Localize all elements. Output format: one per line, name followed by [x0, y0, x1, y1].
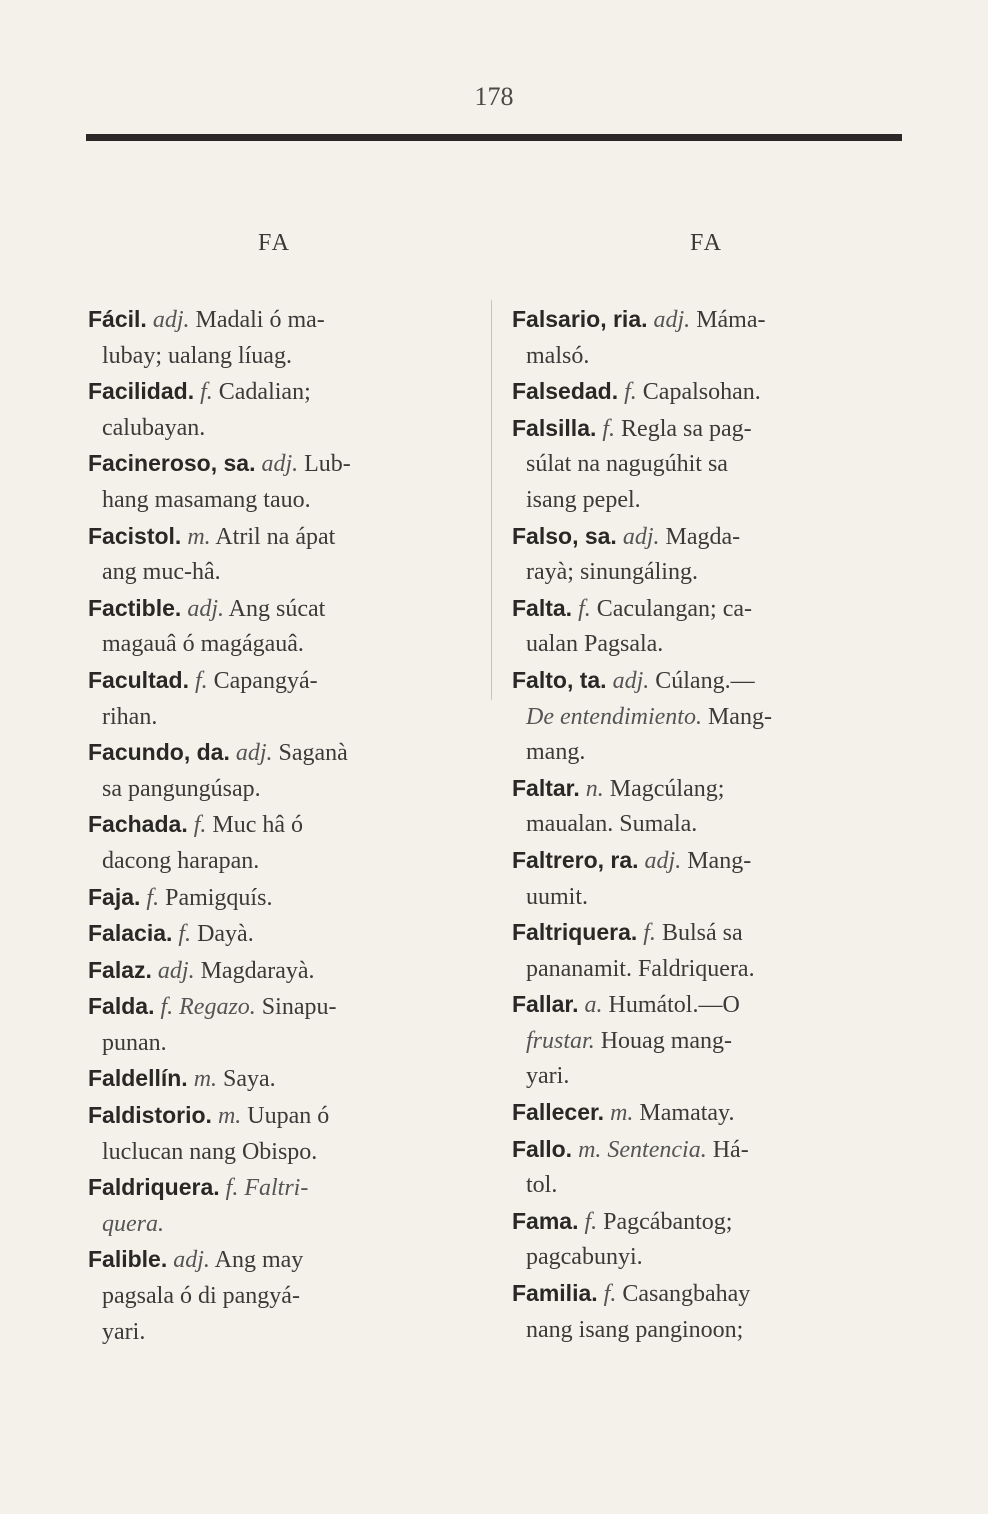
entry-definition: nang isang panginoon;: [526, 1316, 744, 1343]
dictionary-entry: [88, 807, 476, 879]
dictionary-entry: [88, 989, 476, 1061]
entry-grammar: adj.: [235, 740, 273, 767]
entry-headword: Falda.: [88, 993, 155, 1020]
entry-reference: Faltri-: [244, 1175, 309, 1202]
entry-definition: Há-: [712, 1136, 749, 1163]
entry-grammar: adj.: [173, 1247, 210, 1274]
entry-definition: yari.: [102, 1318, 146, 1345]
entry-definition: Pagcábantog;: [603, 1208, 733, 1235]
dictionary-entry: [88, 735, 476, 807]
entry-grammar: m.: [578, 1136, 602, 1163]
dictionary-entry: [88, 1061, 476, 1098]
entry-headword: Falto, ta.: [512, 666, 607, 693]
entry-headword: Falaz.: [88, 956, 152, 983]
dictionary-entry: [512, 915, 904, 987]
entry-grammar: n.: [585, 775, 604, 802]
entry-headword: Falta.: [512, 594, 573, 621]
entry-definition: Ang may: [214, 1247, 304, 1274]
entry-grammar: f.: [584, 1208, 598, 1235]
entry-definition: magauâ ó magágauâ.: [102, 631, 304, 658]
entry-grammar: f.: [225, 1175, 239, 1202]
entry-grammar: adj.: [622, 523, 660, 550]
entry-definition: tol.: [526, 1172, 558, 1199]
entry-grammar: adj.: [261, 451, 299, 478]
entry-grammar: adj.: [152, 307, 190, 333]
entry-grammar: f.: [643, 920, 656, 947]
entry-definition: Capalsohan.: [642, 379, 761, 406]
entry-grammar: f.: [602, 415, 616, 442]
dictionary-entry: [512, 1276, 904, 1348]
entry-definition: pagsala ó di pangyá-: [102, 1283, 300, 1310]
entry-reference: frustar.: [526, 1027, 595, 1054]
dictionary-entry: [512, 1132, 904, 1204]
entry-headword: Facistol.: [88, 522, 182, 549]
entry-headword: Facilidad.: [88, 378, 195, 405]
entry-headword: Faja.: [88, 883, 141, 910]
entry-definition: Humátol.—O: [608, 992, 740, 1019]
entry-reference: Regazo.: [179, 994, 256, 1021]
left-column: [88, 302, 476, 1350]
entry-definition: Uupan ó: [247, 1103, 330, 1130]
entry-definition: Máma-: [696, 307, 766, 333]
entry-definition: Atril na ápat: [215, 523, 336, 550]
entry-grammar: f.: [193, 812, 207, 839]
entry-definition: isang pepel.: [526, 486, 641, 513]
entry-headword: Faldistorio.: [88, 1102, 212, 1129]
dictionary-entry: [512, 771, 904, 843]
entry-headword: Falsilla.: [512, 414, 597, 441]
entry-definition: Cúlang.—: [655, 667, 755, 694]
entry-grammar: adj.: [187, 595, 224, 622]
entry-definition: Mang-: [707, 703, 772, 730]
right-column: [512, 302, 904, 1348]
entry-definition: malsó.: [526, 342, 590, 369]
entry-definition: Casangbahay: [622, 1281, 751, 1308]
entry-definition: Dayà.: [197, 921, 254, 948]
entry-definition: Madali ó ma-: [195, 307, 325, 333]
entry-definition: uumit.: [526, 883, 589, 910]
entry-definition: Saganà: [278, 740, 348, 767]
entry-reference: De entendimiento.: [526, 703, 702, 730]
column-divider: [491, 300, 492, 700]
entry-definition: Caculangan; ca-: [596, 595, 752, 622]
entry-definition: rihan.: [102, 703, 158, 730]
dictionary-entry: [512, 519, 904, 591]
entry-grammar: f.: [160, 994, 174, 1021]
entry-headword: Faltriquera.: [512, 919, 638, 946]
entry-definition: hang masamang tauo.: [102, 486, 311, 513]
dictionary-entry: [88, 1170, 476, 1242]
dictionary-entry: [88, 880, 476, 917]
entry-headword: Facineroso, sa.: [88, 450, 256, 477]
dictionary-entry: [512, 302, 904, 374]
page-number: 178: [474, 82, 514, 111]
entry-grammar: m.: [193, 1066, 218, 1093]
entry-headword: Faltrero, ra.: [512, 846, 639, 873]
dictionary-entry: [512, 843, 904, 915]
entry-definition: Magda-: [665, 523, 741, 550]
entry-grammar: f.: [178, 921, 192, 948]
entry-headword: Falsedad.: [512, 378, 619, 405]
entry-definition: Mang-: [687, 847, 752, 874]
dictionary-entry: [88, 302, 476, 374]
dictionary-entry: [512, 987, 904, 1095]
entry-definition: súlat na nagugúhit sa: [526, 451, 728, 478]
entry-definition: Houag mang-: [600, 1027, 732, 1054]
entry-definition: lubay; ualang líuag.: [102, 342, 292, 369]
entry-grammar: a.: [584, 992, 603, 1019]
dictionary-entry: [88, 916, 476, 953]
left-column-header: FA: [258, 230, 291, 256]
entry-headword: Facundo, da.: [88, 739, 230, 766]
entry-definition: Regla sa pag-: [621, 415, 752, 442]
entry-reference: Sentencia.: [607, 1136, 707, 1163]
entry-definition: Magdarayà.: [200, 957, 315, 984]
entry-definition: Capangyá-: [213, 667, 318, 694]
top-rule: [86, 134, 902, 141]
entry-definition: punan.: [102, 1029, 167, 1056]
entry-headword: Faltar.: [512, 774, 580, 801]
dictionary-entry: [512, 1095, 904, 1132]
entry-definition: ang muc-hâ.: [102, 559, 221, 586]
entry-grammar: f.: [624, 379, 637, 406]
dictionary-entry: [512, 411, 904, 519]
entry-definition: maualan. Sumala.: [526, 811, 698, 838]
dictionary-entry: [88, 663, 476, 735]
dictionary-entry: [512, 663, 904, 771]
entry-headword: Falible.: [88, 1246, 168, 1273]
entry-grammar: m.: [187, 523, 211, 550]
dictionary-entry: [88, 953, 476, 990]
entry-grammar: f.: [578, 595, 591, 622]
entry-definition: yari.: [526, 1063, 570, 1090]
dictionary-entry: [88, 374, 476, 446]
entry-definition: Bulsá sa: [661, 920, 743, 947]
entry-grammar: m.: [217, 1103, 242, 1130]
entry-definition: Mamatay.: [639, 1100, 735, 1127]
entry-headword: Fácil.: [88, 306, 147, 332]
entry-definition: mang.: [526, 739, 586, 766]
entry-definition: sa pangungúsap.: [102, 775, 261, 802]
entry-definition: pagcabunyi.: [526, 1244, 643, 1271]
entry-headword: Factible.: [88, 594, 182, 621]
entry-headword: Faldriquera.: [88, 1174, 220, 1201]
dictionary-entry: [88, 446, 476, 518]
entry-headword: Fallecer.: [512, 1099, 605, 1126]
entry-grammar: adj.: [612, 667, 650, 694]
entry-definition: ualan Pagsala.: [526, 631, 664, 658]
entry-headword: Fachada.: [88, 811, 188, 838]
entry-definition: Lub-: [304, 451, 351, 478]
entry-headword: Falsario, ria.: [512, 306, 648, 332]
entry-headword: Fama.: [512, 1207, 579, 1234]
dictionary-entry: [88, 1098, 476, 1170]
entry-headword: Falacia.: [88, 920, 173, 947]
dictionary-entry: [88, 1242, 476, 1350]
entry-grammar: f.: [146, 884, 160, 911]
entry-headword: Facultad.: [88, 666, 189, 693]
dictionary-entry: [88, 591, 476, 663]
entry-grammar: adj.: [653, 307, 691, 333]
entry-definition: Pamigquís.: [165, 884, 273, 911]
entry-headword: Faldellín.: [88, 1065, 188, 1092]
entry-definition: Magcúlang;: [609, 775, 725, 802]
entry-headword: Familia.: [512, 1280, 598, 1307]
entry-definition: luclucan nang Obispo.: [102, 1138, 318, 1165]
entry-definition: Muc hâ ó: [212, 812, 304, 839]
entry-grammar: f.: [200, 379, 213, 406]
entry-grammar: f.: [194, 667, 208, 694]
right-column-header: FA: [690, 230, 723, 256]
entry-definition: Cadalian;: [218, 379, 311, 406]
dictionary-entry: [88, 519, 476, 591]
entry-definition: calubayan.: [102, 414, 206, 441]
entry-definition: pananamit. Faldriquera.: [526, 955, 755, 982]
dictionary-entry: [512, 1204, 904, 1276]
entry-definition: dacong harapan.: [102, 847, 260, 874]
dictionary-entry: [512, 374, 904, 411]
entry-headword: Fallo.: [512, 1135, 573, 1162]
entry-definition: Sinapu-: [261, 994, 337, 1021]
entry-definition: Ang súcat: [228, 595, 326, 622]
entry-grammar: m.: [610, 1100, 634, 1127]
entry-grammar: adj.: [157, 957, 195, 984]
entry-reference: quera.: [102, 1210, 164, 1237]
entry-headword: Fallar.: [512, 991, 579, 1018]
entry-grammar: f.: [603, 1281, 617, 1308]
entry-definition: Saya.: [223, 1066, 276, 1093]
entry-definition: rayà; sinungáling.: [526, 559, 698, 586]
entry-grammar: adj.: [644, 847, 682, 874]
entry-headword: Falso, sa.: [512, 522, 617, 549]
dictionary-entry: [512, 591, 904, 663]
